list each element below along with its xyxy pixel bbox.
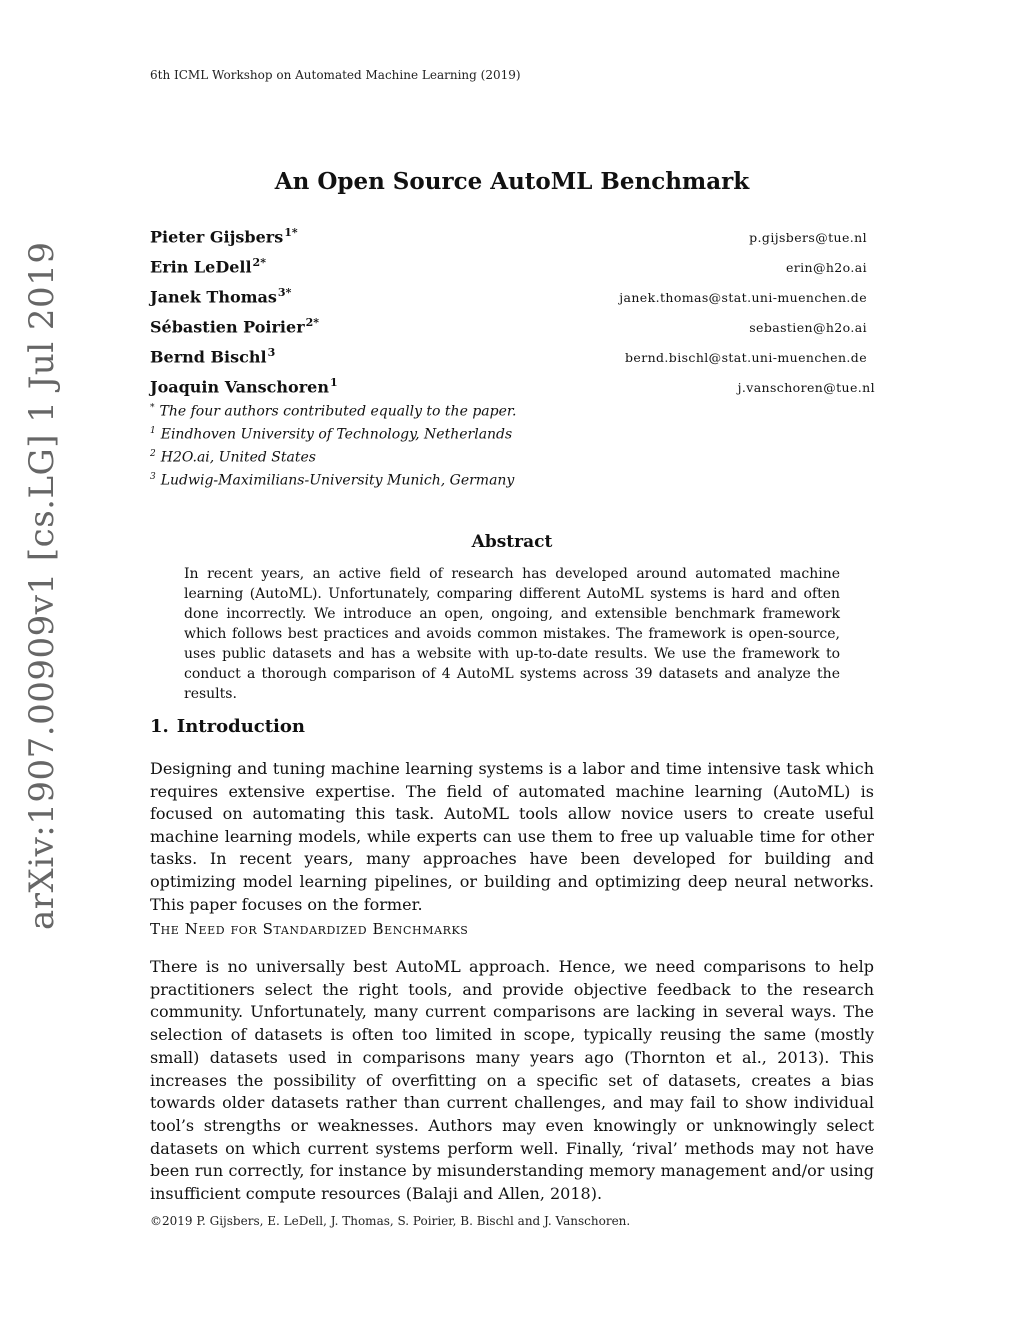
affiliation-notes (150, 403, 750, 495)
author-row (150, 376, 875, 406)
author-name: Joaquin Vanschoren$^1$ (150, 376, 338, 397)
section-number: 1. (150, 716, 169, 737)
footnote-text: Eindhoven University of Technology, Netherlands (160, 426, 513, 443)
footnote-item (150, 449, 750, 472)
author-email[interactable]: sebastien@h2o.ai (749, 320, 867, 335)
copyright-footer: ©2019 P. Gijsbers, E. LeDell, J. Thomas, S. Poirier, B. Bischl and J. Vanschoren. (150, 1214, 631, 1228)
paper-title: An Open Source AutoML Benchmark (274, 168, 750, 195)
abstract-heading: Abstract (471, 532, 553, 552)
author-affiliation-mark: 2* (305, 316, 320, 329)
author-email[interactable]: j.vanschoren@tue.nl (737, 380, 875, 395)
footnote-mark: 1 (150, 426, 156, 436)
author-row (150, 226, 875, 256)
footnote-text: The four authors contributed equally to the paper. (159, 403, 517, 420)
footnote-item (150, 472, 750, 495)
subsection-heading-benchmarks: The Need for Standardized Benchmarks (150, 920, 469, 938)
author-row (150, 316, 875, 346)
footnote-item (150, 426, 750, 449)
author-affiliation-mark: 2* (252, 256, 266, 269)
benchmarks-paragraph: There is no universally best AutoML approach. Hence, we need comparisons to help practitioners select the right tools, and provide objective feedback to the research community. Unfortunately, many current comparisons are lacking in several ways. The selection of datasets is often too limited in scope, typically reusing the same (mostly small) datasets used in comparisons many years ago (Thornton et al., 2013). This increases the possibility of overfitting on a specific set of datasets, creates a bias towards older datasets rather than current challenges, and may fail to show individual tool’s strengths or weaknesses. Authors may even knowingly or unknowingly select datasets on which current systems perform well. Finally, ‘rival’ methods may not have been run correctly, for instance by misunderstanding memory management and/or using insufficient compute resources (Balaji and Allen, 2018). (150, 957, 874, 1204)
abstract-text: In recent years, an active field of research has developed around automated machine learning (AutoML). Unfortunately, comparing different AutoML systems is hard and often done incorrectly. We introduce an open, ongoing, and extensible benchmark framework which follows best practices and avoids common mistakes. The framework is open-source, uses public datasets and has a website with up-to-date results. We use the framework to conduct a thorough comparison of 4 AutoML systems across 39 datasets and analyze the results. (184, 566, 840, 702)
author-row (150, 286, 875, 316)
section-heading-introduction (150, 716, 305, 737)
author-list (150, 226, 875, 406)
author-name: Bernd Bischl$^3$ (150, 346, 276, 367)
arxiv-identifier: arXiv:1907.00909v1 [cs.LG] 1 Jul 2019 (22, 241, 62, 930)
footnote-item (150, 403, 750, 426)
section-title: Introduction (176, 716, 305, 737)
author-row (150, 346, 875, 376)
author-name: Janek Thomas$^{3*}$ (150, 286, 292, 307)
author-email[interactable]: bernd.bischl@stat.uni-muenchen.de (625, 350, 867, 365)
author-affiliation-mark: 3 (267, 346, 276, 359)
footnote-mark: 3 (150, 472, 156, 482)
footnote-mark: * (150, 403, 155, 413)
author-name: Pieter Gijsbers$^{1*}$ (150, 226, 298, 247)
author-email[interactable]: janek.thomas@stat.uni-muenchen.de (619, 290, 867, 305)
footnote-text: H2O.ai, United States (160, 449, 316, 466)
author-email[interactable]: p.gijsbers@tue.nl (749, 230, 867, 245)
author-affiliation-mark: 1* (284, 226, 298, 239)
author-name: Sébastien Poirier$^{2*}$ (150, 316, 320, 337)
footnote-mark: 2 (150, 449, 156, 459)
venue-header: 6th ICML Workshop on Automated Machine Learning (2019) (150, 68, 521, 82)
author-email[interactable]: erin@h2o.ai (785, 260, 867, 275)
introduction-paragraph: Designing and tuning machine learning systems is a labor and time intensive task which requires extensive expertise. The field of automated machine learning (AutoML) is focused on automating this task. AutoML tools allow novice users to create useful machine learning models, while experts can use them to free up valuable time for other tasks. In recent years, many approaches have been developed for building and optimizing model learning pipelines, or building and optimizing deep neural networks. This paper focuses on the former. (150, 759, 874, 914)
author-name: Erin LeDell$^{2*}$ (150, 256, 266, 277)
author-affiliation-mark: 1 (329, 376, 338, 389)
author-affiliation-mark: 3* (277, 286, 292, 299)
author-row (150, 256, 875, 286)
footnote-text: Ludwig-Maximilians-University Munich, Germany (160, 472, 515, 489)
